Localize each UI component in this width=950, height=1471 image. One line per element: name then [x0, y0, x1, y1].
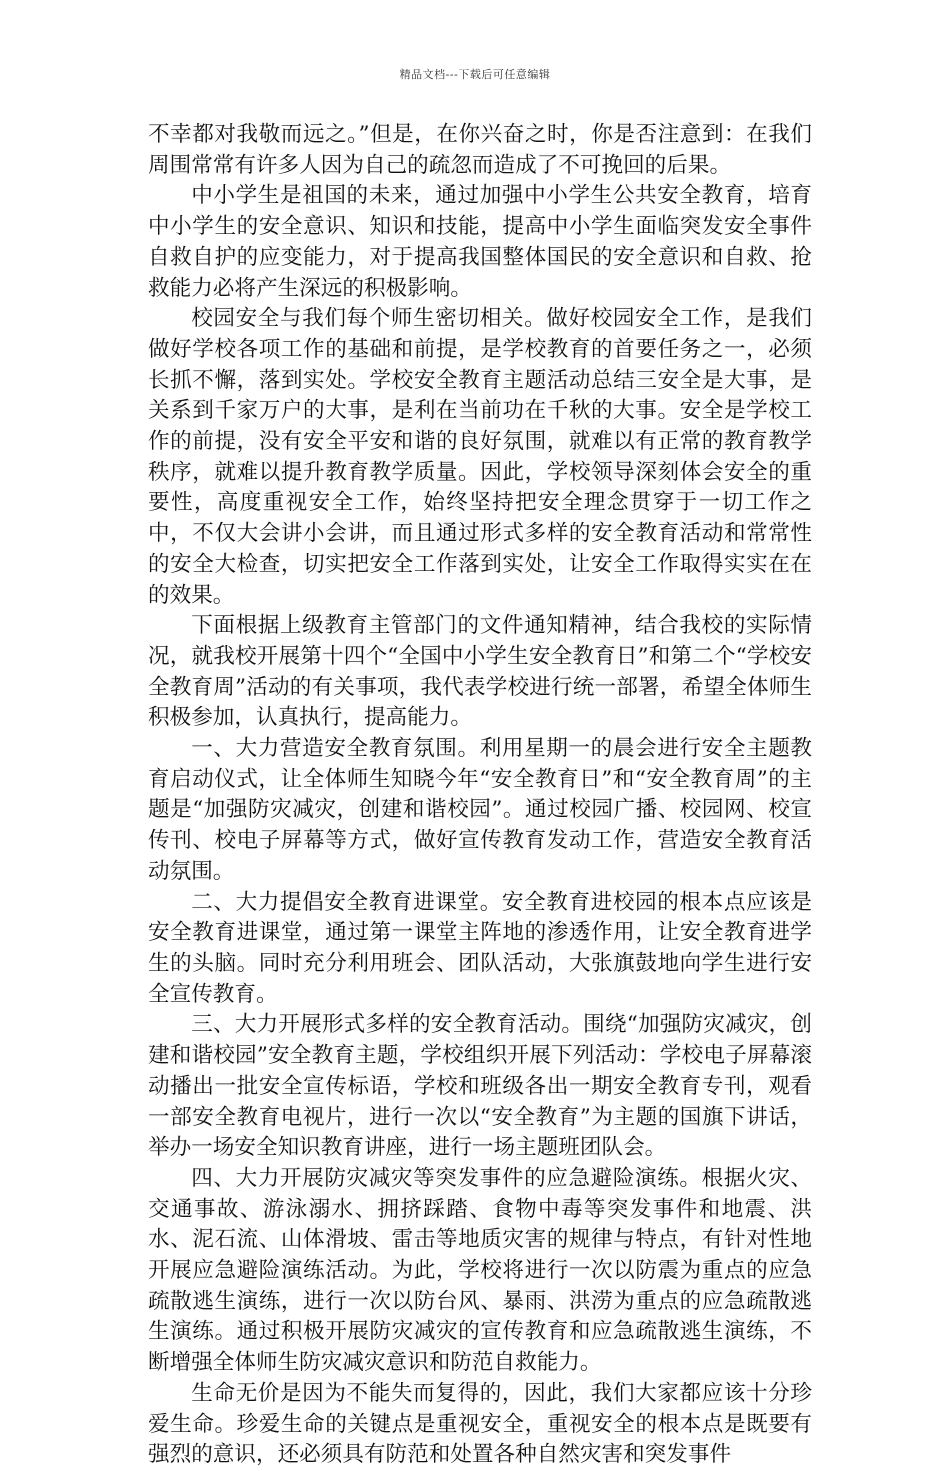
document-body [148, 120, 812, 1471]
paragraph-item-two: 二、大力提倡安全教育进课堂。安全教育进校园的根本点应该是安全教育进课堂，通过第一课堂主阵地的渗透作用，让安全教育进学生的头脑。同时充分利用班会、团队活动，大张旗鼓地向学生进行安全宣传教育。 [148, 889, 812, 1007]
paragraph-item-three: 三、大力开展形式多样的安全教育活动。围绕“加强防灾减灾，创建和谐校园”安全教育主题，学校组织开展下列活动：学校电子屏幕滚动播出一批安全宣传标语，学校和班级各出一期安全教育专刊，观看一部安全教育电视片，进行一次以“安全教育”为主题的国旗下讲话，举办一场安全知识教育讲座，进行一场主题班团队会。 [148, 1012, 812, 1161]
page-header: 精品文档---下载后可任意编辑 [399, 68, 551, 81]
paragraph-campus-safety: 校园安全与我们每个师生密切相关。做好校园安全工作，是我们做好学校各项工作的基础和前提，是学校教育的首要任务之一，必须长抓不懈，落到实处。学校安全教育主题活动总结三安全是大事，是关系到千家万户的大事，是利在当前功在千秋的大事。安全是学校工作的前提，没有安全平安和谐的良好氛围，就难以有正常的教育教学秩序，就难以提升教育教学质量。因此，学校领导深刻体会安全的重要性，高度重视安全工作，始终坚持把安全理念贯穿于一切工作之中，不仅大会讲小会讲，而且通过形式多样的安全教育活动和常常性的安全大检查，切实把安全工作落到实处，让安全工作取得实实在在的效果。 [148, 306, 812, 608]
paragraph-arrangement: 下面根据上级教育主管部门的文件通知精神，结合我校的实际情况，就我校开展第十四个“全国中小学生安全教育日”和第二个“学校安全教育周”活动的有关事项，我代表学校进行统一部署，希望全体师生积极参加，认真执行，提高能力。 [148, 613, 812, 731]
paragraph-cherish-life: 生命无价是因为不能失而复得的，因此，我们大家都应该十分珍爱生命。珍爱生命的关键点是重视安全，重视安全的根本点是既要有强烈的意识，还必须具有防范和处置各种自然灾害和突发事件 [148, 1380, 812, 1468]
paragraph-students-future: 中小学生是祖国的未来，通过加强中小学生公共安全教育，培育中小学生的安全意识、知识和技能，提高中小学生面临突发安全事件自救自护的应变能力，对于提高我国整体国民的安全意识和自救、抢救能力必将产生深远的积极影响。 [148, 183, 812, 301]
paragraph-item-four: 四、大力开展防灾减灾等突发事件的应急避险演练。根据火灾、交通事故、游泳溺水、拥挤踩踏、食物中毒等突发事件和地震、洪水、泥石流、山体滑坡、雷击等地质灾害的规律与特点，有针对性地开展应急避险演练活动。为此，学校将进行一次以防震为重点的应急疏散逃生演练，进行一次以防台风、暴雨、洪涝为重点的应急疏散逃生演练。通过积极开展防灾减灾的宣传教育和应急疏散逃生演练，不断增强全体师生防灾减灾意识和防范自救能力。 [148, 1165, 812, 1376]
paragraph-item-one: 一、大力营造安全教育氛围。利用星期一的晨会进行安全主题教育启动仪式，让全体师生知晓今年“安全教育日”和“安全教育周”的主题是“加强防灾减灾，创建和谐校园”。通过校园广播、校园网、校宣传刊、校电子屏幕等方式，做好宣传教育发动工作，营造安全教育活动氛围。 [148, 736, 812, 884]
paragraph-continuation: 不幸都对我敬而远之。”但是，在你兴奋之时，你是否注意到：在我们周围常常有许多人因为自己的疏忽而造成了不可挽回的后果。 [148, 122, 812, 178]
